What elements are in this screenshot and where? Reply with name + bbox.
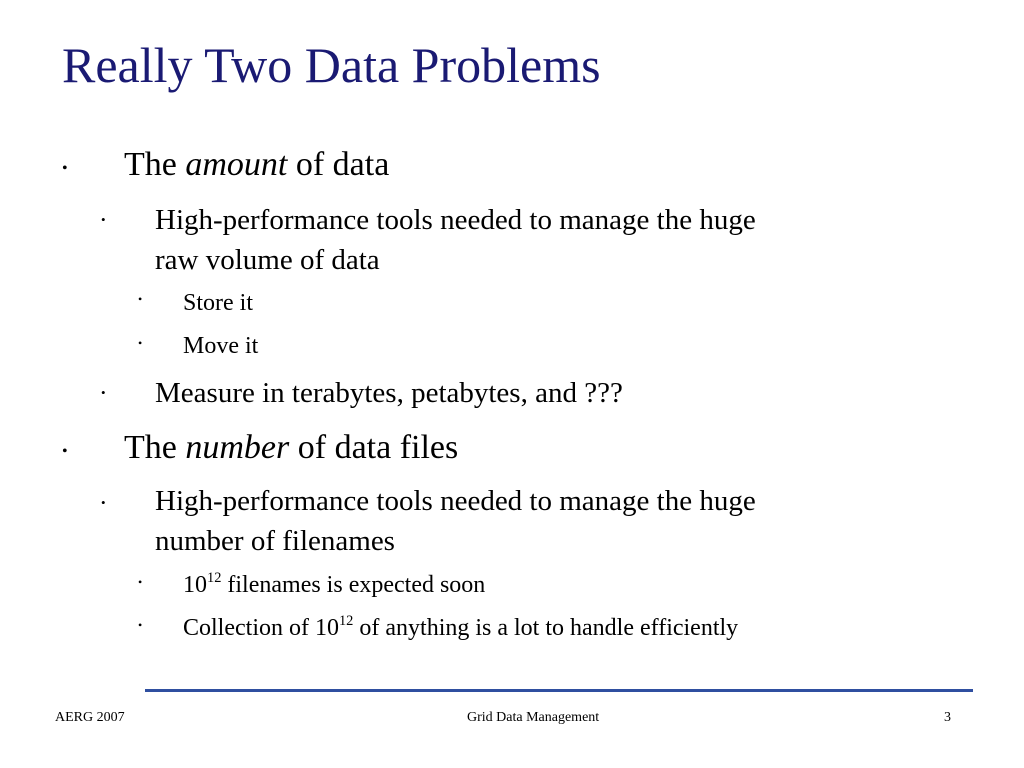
bullet-dot: • [138, 336, 143, 350]
bullet-amount-of-data [124, 145, 389, 185]
bullet-dot: • [101, 385, 106, 400]
exponent: 12 [338, 612, 354, 629]
footer-center: Grid Data Management [467, 710, 600, 725]
bullet-dot: • [101, 212, 106, 227]
bullet-text: of anything is a lot to handle efficiently [353, 615, 739, 641]
bullet-text: The [124, 146, 186, 183]
bullet-text-line: raw volume of data [155, 244, 380, 276]
bullet-collection-of-anything [183, 613, 738, 643]
bullet-dot: • [138, 292, 143, 306]
slide-title: Really Two Data Problems [62, 37, 601, 93]
bullet-filenames-expected [183, 570, 485, 600]
bullet-high-performance-filenames [155, 481, 756, 561]
emphasis-text: number [185, 429, 290, 466]
bullet-text: The [124, 429, 186, 466]
bullet-text: 10 [183, 572, 207, 598]
footer-divider [145, 689, 973, 692]
exponent: 12 [207, 569, 222, 586]
bullet-text-line: High-performance tools needed to manage the huge [155, 485, 756, 517]
bullet-dot: • [62, 443, 68, 460]
bullet-text: of data [287, 146, 390, 183]
emphasis-text: amount [185, 146, 288, 183]
bullet-high-performance-volume [155, 200, 756, 280]
bullet-text: filenames is expected soon [221, 572, 486, 598]
bullet-dot: • [138, 575, 143, 589]
bullet-text: of data files [289, 429, 459, 466]
bullet-number-of-data-files [124, 428, 458, 468]
footer-page-number: 3 [944, 710, 951, 725]
bullet-dot: • [101, 495, 106, 510]
bullet-measure-in-terabytes: Measure in terabytes, petabytes, and ??? [155, 377, 623, 409]
bullet-text-line: High-performance tools needed to manage the huge [155, 204, 756, 236]
bullet-move-it: Move it [183, 333, 259, 359]
bullet-dot: • [62, 160, 68, 177]
bullet-text: Collection of 10 [183, 615, 339, 641]
bullet-dot: • [138, 618, 143, 632]
bullet-store-it: Store it [183, 290, 253, 316]
bullet-text-line: number of filenames [155, 525, 395, 557]
footer-left: AERG 2007 [55, 710, 125, 725]
